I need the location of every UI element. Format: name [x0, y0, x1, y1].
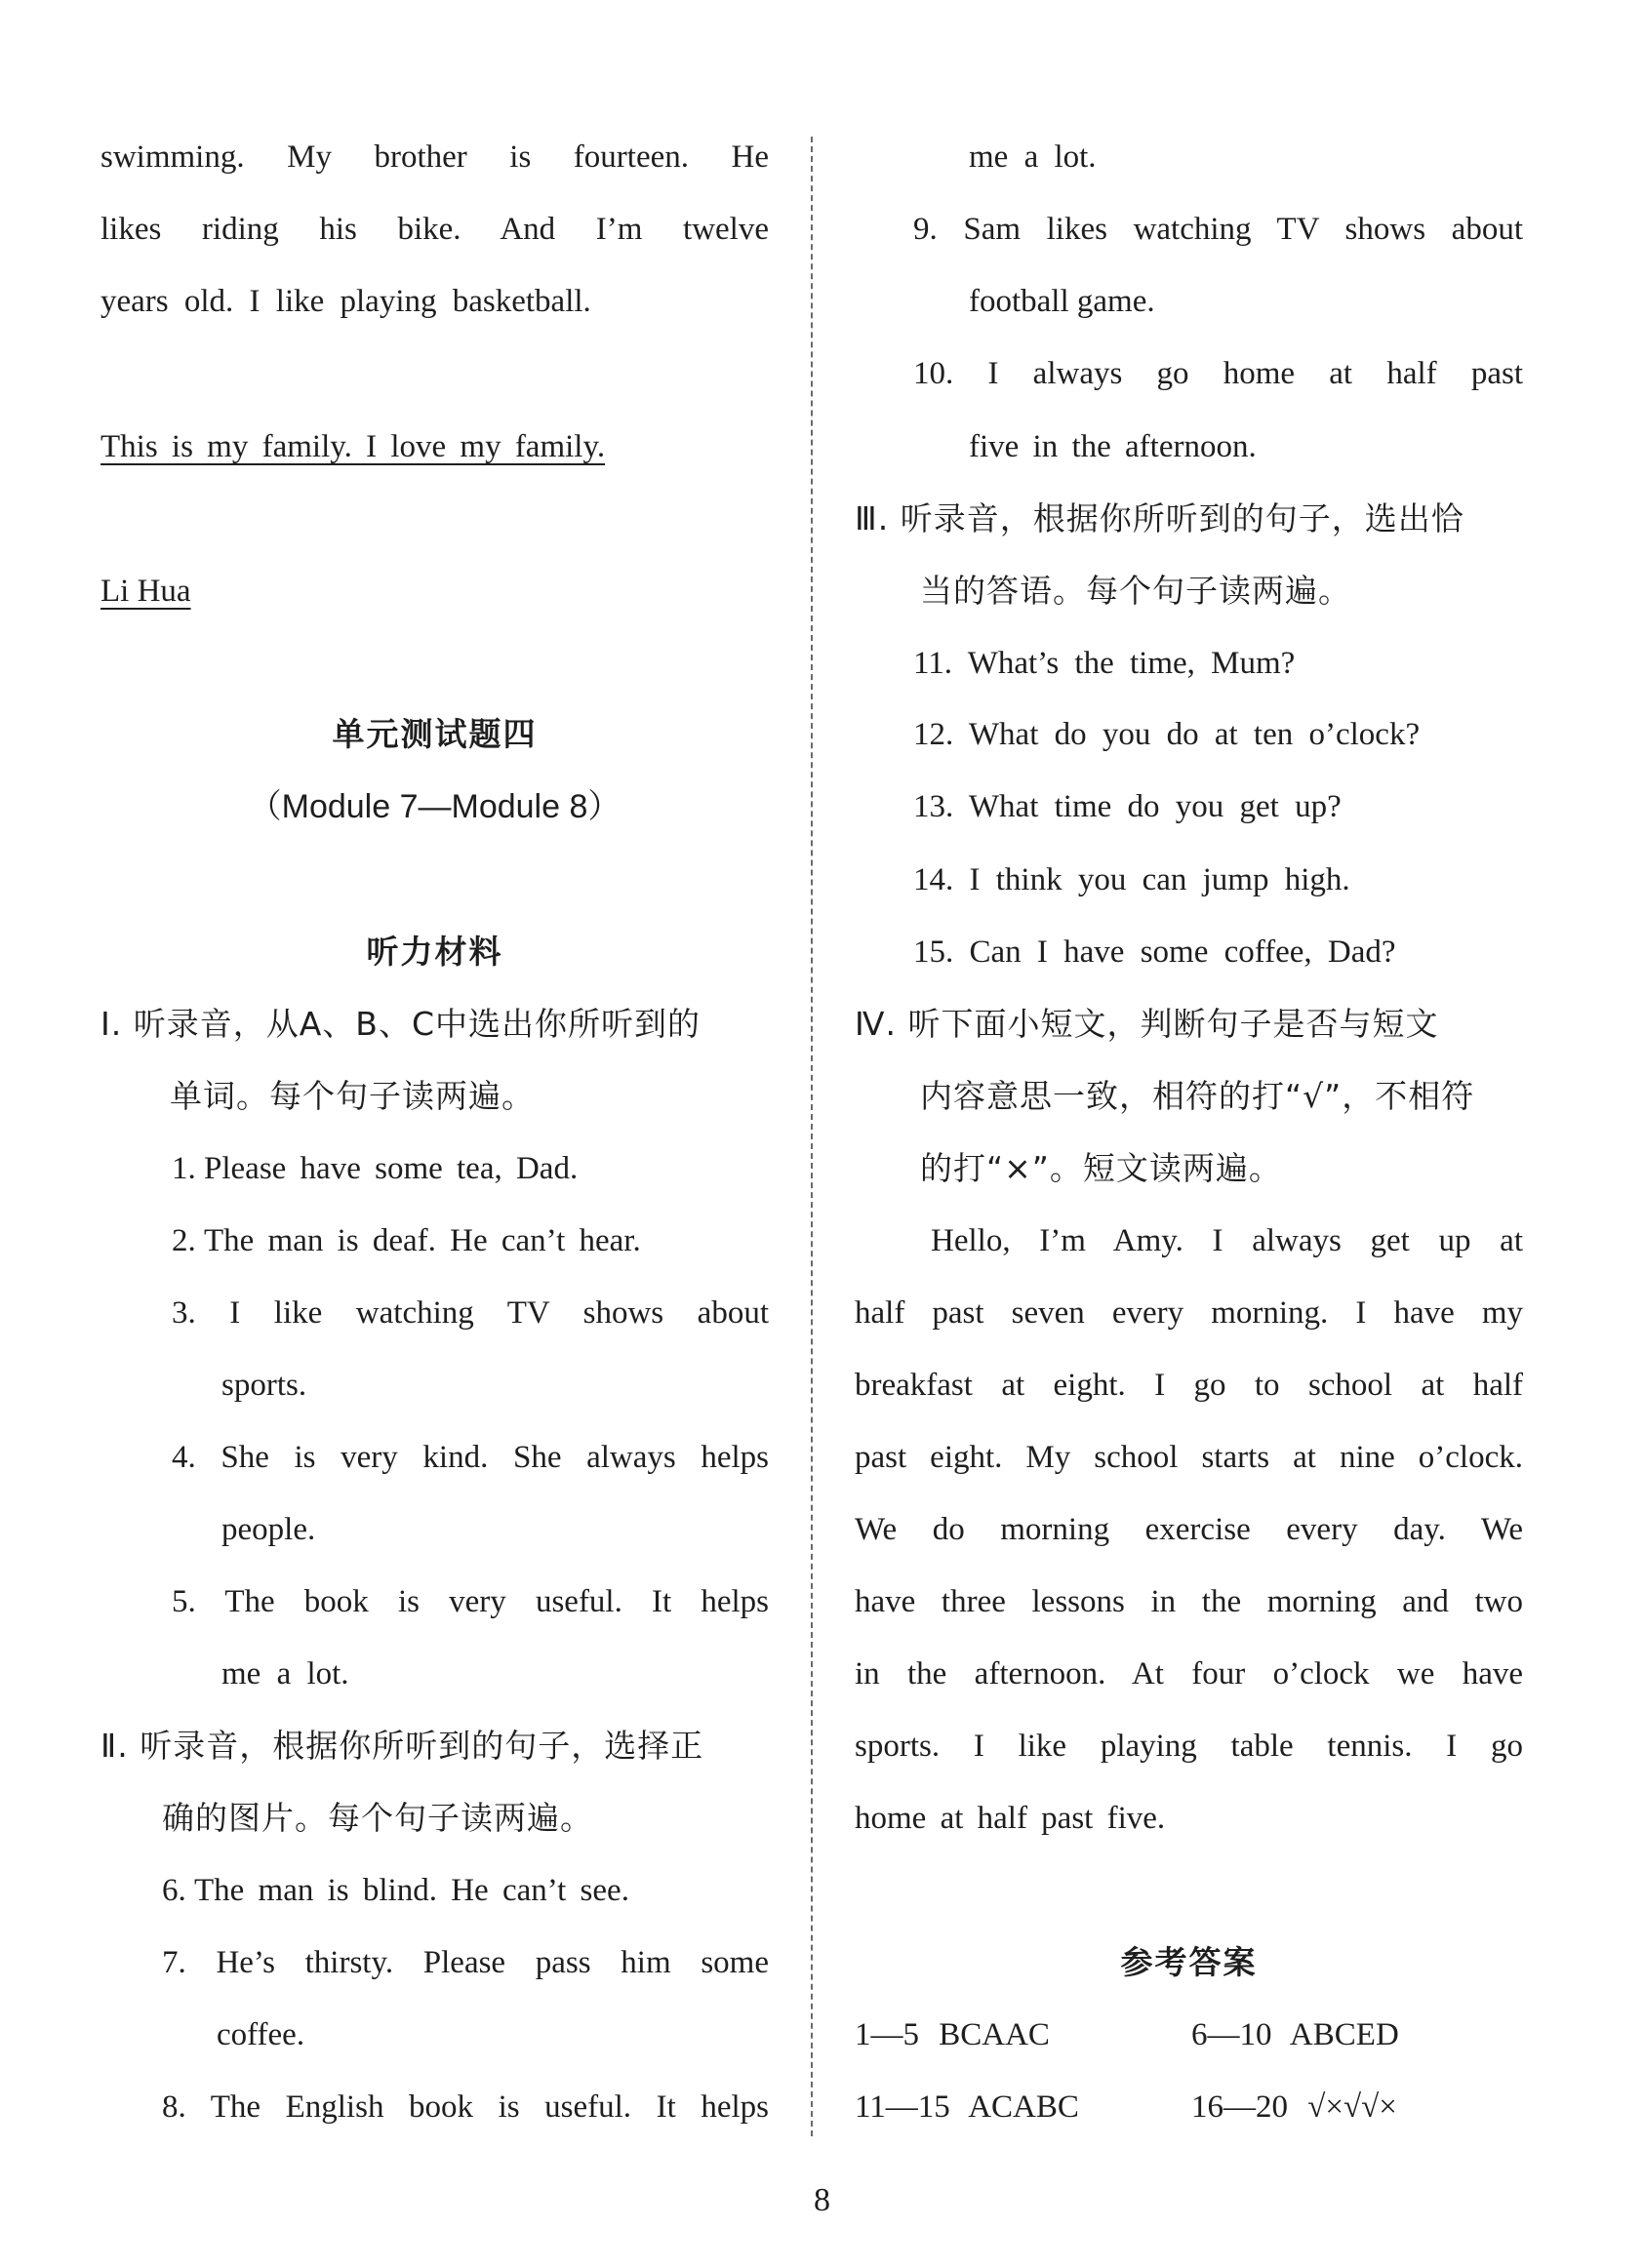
section-heading: 听力材料	[366, 933, 503, 971]
answer-key: 1—5 BCAAC	[855, 2017, 1050, 2052]
list-item	[172, 1205, 769, 1277]
item-number: 5.	[172, 1584, 196, 1619]
item-text: He’s thirsty. Please pass him some	[216, 1945, 769, 1980]
list-item	[913, 627, 1523, 699]
list-item	[162, 2071, 769, 2143]
item-number: 13.	[913, 789, 954, 824]
part4-instruction-line-1	[855, 988, 1523, 1060]
item-continuation: people.	[221, 1512, 316, 1547]
item-number: 15.	[913, 935, 954, 970]
passage-line-3: breakfast at eight. I go to school at half	[855, 1368, 1523, 1403]
passage-line-7: in the afternoon. At four o’clock we have	[855, 1656, 1523, 1691]
item-continuation: football game.	[969, 284, 1155, 319]
part2-numeral: Ⅱ.	[100, 1727, 129, 1765]
item-continuation: sports.	[221, 1368, 307, 1403]
item-number: 8.	[162, 2089, 186, 2125]
list-item	[913, 844, 1523, 916]
passage-line-9: home at half past five.	[855, 1801, 1166, 1836]
passage-line-6: have three lessons in the morning and two	[855, 1584, 1523, 1619]
item-text: What’s the time, Mum?	[967, 646, 1296, 681]
part3-instruction-line-2: 当的答语。每个句子读两遍。	[920, 572, 1351, 610]
part2-instruction-line-1	[100, 1710, 769, 1782]
item-number: 14.	[913, 862, 954, 897]
page-number: 8	[814, 2182, 830, 2218]
item-text: What do you do at ten o’clock?	[968, 717, 1421, 752]
list-item	[913, 698, 1523, 771]
right-column	[855, 0, 1523, 2146]
item-number: 9.	[913, 212, 938, 247]
letter-line-2: likes riding his bike. And I’m twelve	[100, 212, 769, 247]
part3-instruction-text-1: 听录音，根据你所听到的句子，选出恰	[900, 499, 1464, 537]
list-item	[162, 1927, 769, 1999]
list-item	[913, 338, 1523, 410]
list-item	[172, 1566, 769, 1638]
item-text: I like watching TV shows about	[229, 1295, 769, 1331]
part1-numeral: Ⅰ.	[100, 1005, 123, 1043]
answer-key: 11—15 ACABC	[855, 2089, 1079, 2125]
item-number: 3.	[172, 1295, 196, 1331]
item-text: I always go home at half past	[987, 356, 1523, 391]
item-number: 11.	[913, 646, 953, 681]
passage-line-2: half past seven every morning. I have my	[855, 1295, 1523, 1331]
passage-line-1: Hello, I’m Amy. I always get up at	[931, 1223, 1523, 1258]
list-item	[913, 771, 1523, 843]
part3-instruction-line-1	[855, 483, 1523, 555]
item-text: What time do you get up?	[968, 789, 1342, 824]
part1-instruction-line-1	[100, 988, 769, 1060]
list-item	[172, 1277, 769, 1349]
list-item	[162, 1854, 769, 1927]
item-number: 4.	[172, 1440, 196, 1475]
item-text: I think you can jump high.	[969, 862, 1350, 897]
item-continuation: coffee.	[217, 2017, 305, 2052]
letter-line-1: swimming. My brother is fourteen. He	[100, 139, 769, 175]
answer-row	[855, 1999, 1523, 2071]
item-text: She is very kind. She always helps	[221, 1440, 769, 1475]
part1-instruction-text-1: 听录音，从A、B、C中选出你所听到的	[133, 1005, 701, 1043]
item-continuation: me a lot.	[221, 1656, 349, 1691]
letter-closing	[100, 411, 769, 483]
part4-instruction-line-3: 的打“×”。短文读两遍。	[920, 1149, 1282, 1187]
answer-key: 6—10 ABCED	[1191, 2017, 1399, 2052]
item-number: 12.	[913, 717, 954, 752]
signature-text: Li Hua	[100, 574, 191, 609]
left-column	[100, 0, 769, 2146]
list-item	[172, 1133, 769, 1205]
closing-line-text: This is my family. I love my family.	[100, 429, 606, 464]
passage-line-5: We do morning exercise every day. We	[855, 1512, 1523, 1547]
item-text: The man is blind. He can’t see.	[194, 1873, 629, 1908]
column-divider	[811, 137, 813, 2136]
item-text: The man is deaf. He can’t hear.	[204, 1223, 641, 1258]
item-text: Sam likes watching TV shows about	[963, 212, 1523, 247]
list-item	[172, 1421, 769, 1493]
part3-numeral: Ⅲ.	[855, 499, 890, 537]
item-number: 6.	[162, 1873, 186, 1908]
unit-subtitle: （Module 7—Module 8）	[248, 788, 622, 825]
answer-key: 16—20 √×√√×	[1191, 2089, 1397, 2125]
passage-line-8: sports. I like playing table tennis. I go	[855, 1729, 1523, 1764]
item-text: The book is very useful. It helps	[224, 1584, 769, 1619]
list-item	[913, 193, 1523, 265]
answer-row	[855, 2071, 1523, 2143]
item-number: 2.	[172, 1223, 196, 1258]
item-continuation: five in the afternoon.	[969, 429, 1257, 464]
item-text: Can I have some coffee, Dad?	[969, 935, 1396, 970]
letter-line-3: years old. I like playing basketball.	[100, 284, 591, 319]
part1-instruction-line-2: 单词。每个句子读两遍。	[170, 1077, 535, 1115]
part2-instruction-text-1: 听录音，根据你所听到的句子，选择正	[140, 1727, 704, 1765]
part4-instruction-line-2: 内容意思一致，相符的打“√”，不相符	[920, 1077, 1475, 1115]
unit-title: 单元测试题四	[332, 715, 538, 753]
part2-instruction-line-2: 确的图片。每个句子读两遍。	[162, 1799, 593, 1837]
passage-line-4: past eight. My school starts at nine o’clock.	[855, 1440, 1523, 1475]
item-text: Please have some tea, Dad.	[204, 1151, 579, 1186]
letter-signature	[100, 555, 769, 627]
item-number: 1.	[172, 1151, 196, 1186]
answers-heading: 参考答案	[1120, 1943, 1258, 1981]
part4-instruction-text-1: 听下面小短文，判断句子是否与短文	[907, 1005, 1439, 1043]
part4-numeral: Ⅳ.	[855, 1005, 897, 1043]
item-text: The English book is useful. It helps	[210, 2089, 769, 2125]
list-item	[913, 916, 1523, 988]
item-number: 10.	[913, 356, 954, 391]
item-number: 7.	[162, 1945, 186, 1980]
item-continuation: me a lot.	[969, 139, 1097, 175]
